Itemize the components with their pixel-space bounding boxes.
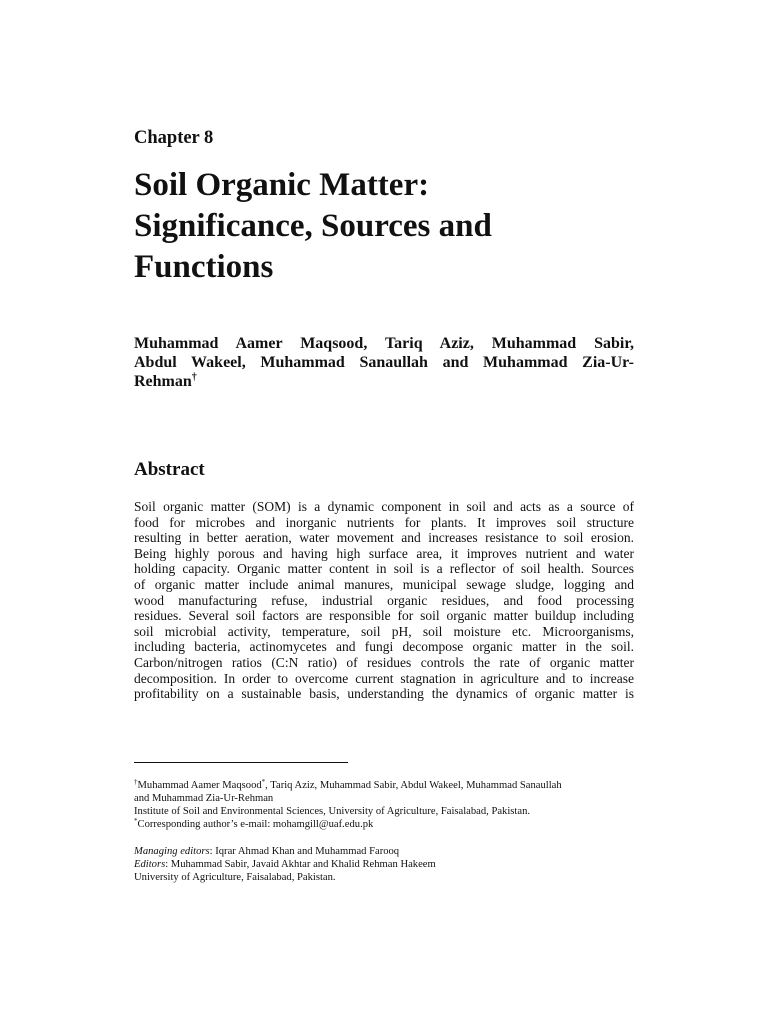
footnote-author: Muhammad Aamer Maqsood <box>137 780 262 791</box>
abstract-line: profitability on a sustainable basis, understanding the dynamics of organic matter is <box>134 686 634 702</box>
managing-editors-label: Managing editors <box>134 846 210 857</box>
chapter-title <box>134 165 654 288</box>
footnote-affiliation: Institute of Soil and Environmental Sciences, University of Agriculture, Faisalabad, Pakistan. <box>134 806 531 817</box>
managing-editors-names: : Iqrar Ahmad Khan and Muhammad Farooq <box>209 846 400 857</box>
editors-affiliation: University of Agriculture, Faisalabad, Pakistan. <box>134 872 336 883</box>
author-line: Abdul Wakeel, Muhammad Sanaullah and Muhammad Zia-Ur- <box>134 354 634 371</box>
chapter-title-line: Functions <box>134 249 274 285</box>
dagger-mark: † <box>134 778 138 786</box>
author-line-last <box>134 372 634 391</box>
abstract-line: resulting in better aeration, water movement and increases resistance to soil erosion. <box>134 530 634 546</box>
abstract-body <box>134 499 634 702</box>
footnote-line <box>134 779 634 792</box>
chapter-title-line: Significance, Sources and <box>134 208 492 244</box>
footnote-line: and Muhammad Zia-Ur-Rehman <box>134 793 274 804</box>
asterisk-mark: * <box>261 778 266 786</box>
footnote-divider <box>134 762 348 763</box>
abstract-heading: Abstract <box>134 459 205 480</box>
abstract-line: including bacteria, actinomycetes and fungi decompose organic matter in the soil. <box>134 639 634 655</box>
corresponding-email: Corresponding author’s e-mail: mohamgill@uaf.edu.pk <box>137 819 374 830</box>
chapter-title-line: Soil Organic Matter: <box>134 167 430 203</box>
abstract-line: Being highly porous and having high surface area, it improves nutrient and water <box>134 545 634 561</box>
author-line: Muhammad Aamer Maqsood, Tariq Aziz, Muhammad Sabir, <box>134 335 634 352</box>
dagger-mark: † <box>191 372 197 383</box>
asterisk-mark: * <box>134 817 138 825</box>
abstract-line: soil microbial activity, temperature, soil pH, soil moisture etc. Microorganisms, <box>134 623 634 639</box>
editors-label: Editors <box>134 859 166 870</box>
abstract-line: Soil organic matter (SOM) is a dynamic component in soil and acts as a source of <box>134 499 634 514</box>
abstract-line: Carbon/nitrogen ratios (C:N ratio) of residues controls the rate of organic matter <box>134 654 634 670</box>
footnote-coauthors: , Tariq Aziz, Muhammad Sabir, Abdul Wakeel, Muhammad Sanaullah <box>265 780 562 791</box>
editors-names: : Muhammad Sabir, Javaid Akhtar and Khalid Rehman Hakeem <box>165 859 436 870</box>
chapter-label: Chapter 8 <box>134 128 214 148</box>
abstract-line: residues. Several soil factors are responsible for soil organic matter buildup including <box>134 608 634 624</box>
footnote-email-line <box>134 818 634 831</box>
editors-line <box>134 858 634 871</box>
abstract-line: of organic matter include animal manures, municipal sewage sludge, logging and <box>134 576 634 592</box>
abstract-line: wood manufacturing refuse, industrial organic residues, and food processing <box>134 592 634 608</box>
author-list <box>134 334 634 391</box>
abstract-line: decomposition. In order to overcome current stagnation in agriculture and to increase <box>134 670 634 686</box>
managing-editors-line <box>134 845 634 858</box>
footnote <box>134 779 634 831</box>
author-name: Rehman <box>134 373 192 390</box>
abstract-line: food for microbes and inorganic nutrients for plants. It improves soil structure <box>134 514 634 530</box>
editors-block <box>134 845 634 884</box>
abstract-line: holding capacity. Organic matter content in soil is a reflector of soil health. Sources <box>134 561 634 577</box>
